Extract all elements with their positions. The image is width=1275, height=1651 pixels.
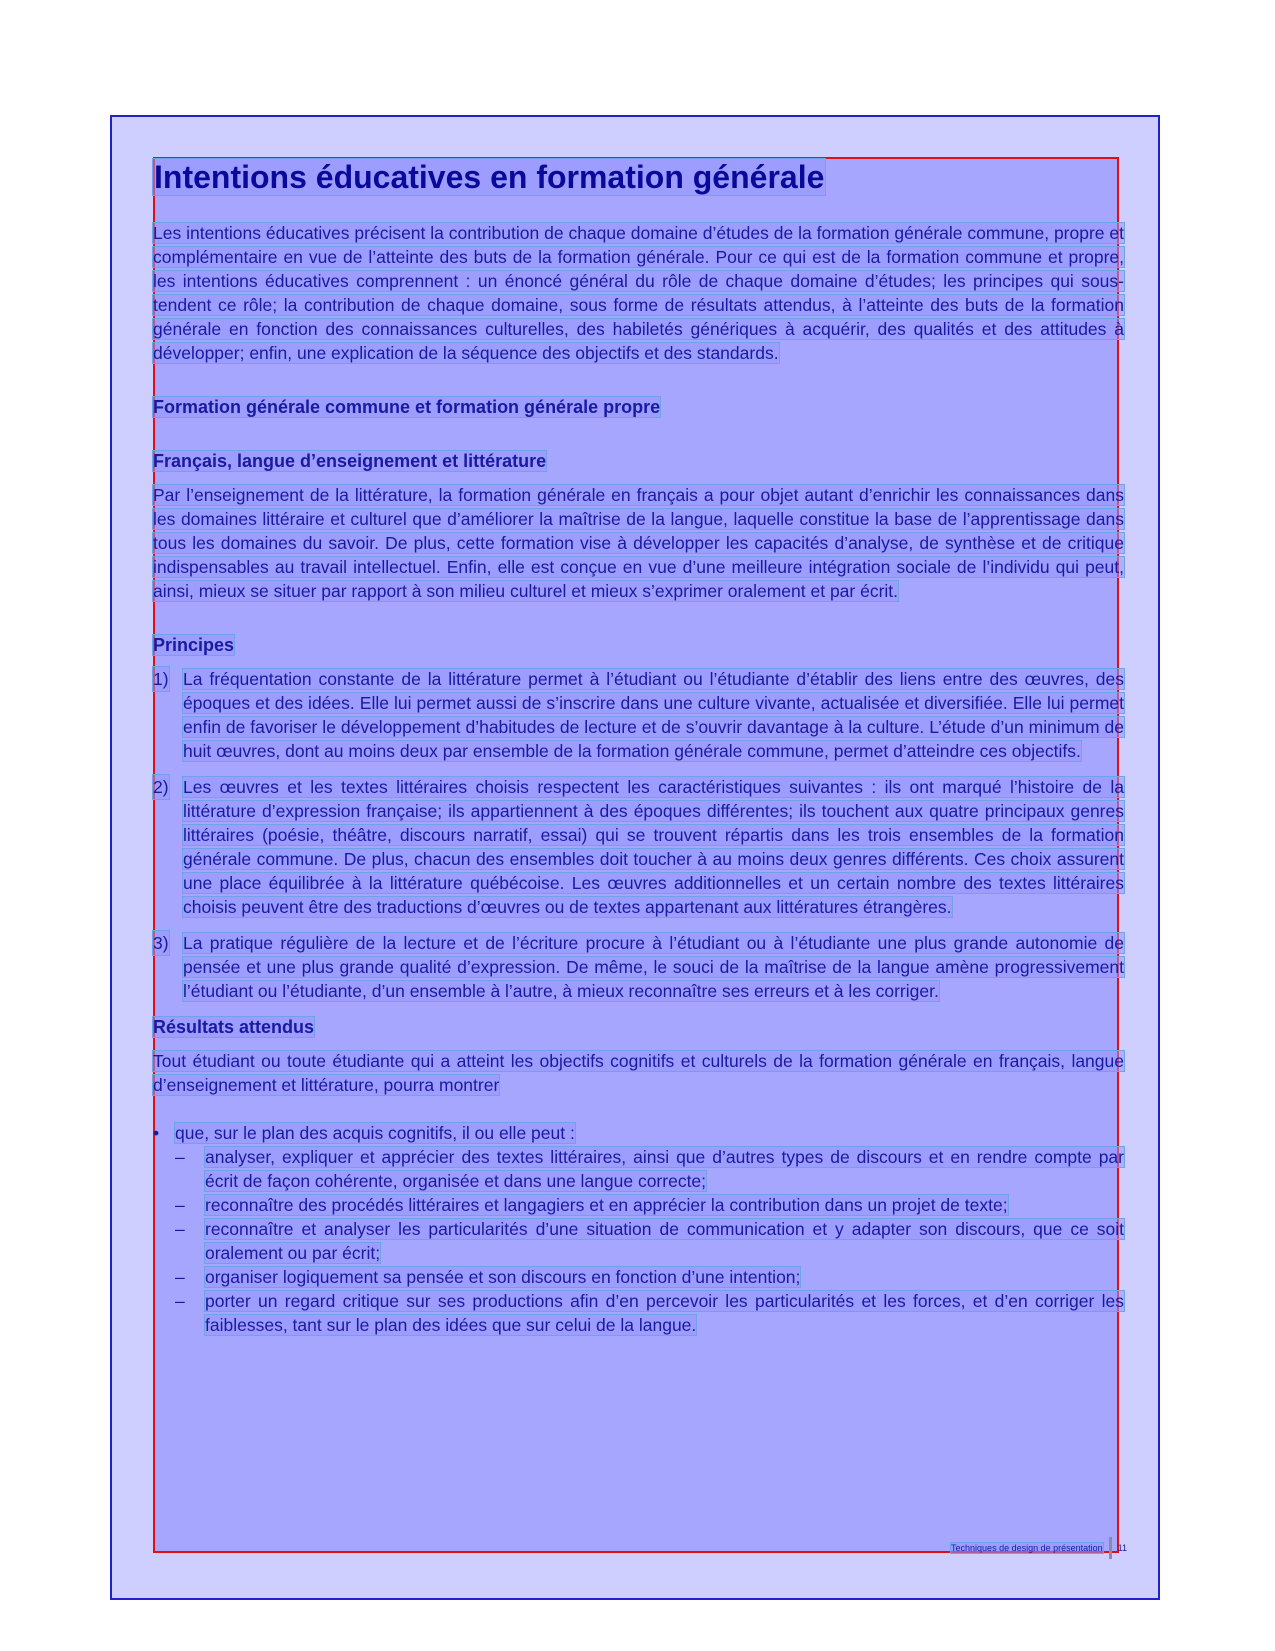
dash-icon: – <box>175 1291 185 1311</box>
results-text: Tout étudiant ou toute étudiante qui a atteint les objectifs cognitifs et culturels de la formation générale en français, langue d’enseignement et littérature, pourra montrer <box>153 1051 1124 1095</box>
principle-text: La pratique régulière de la lecture et de l’écriture procure à l’étudiant ou à l’étudiante une plus grande autonomie de pensée et une plus grande qualité d’expression. De même, le souci de la maîtrise de la langue amène progressivement l’étudiant ou l’étudiante, d’un ensemble à l’autre, à mieux reconnaître ses erreurs et à les corriger. <box>183 933 1124 1001</box>
principle-item <box>153 775 1124 919</box>
principle-text: La fréquentation constante de la littérature permet à l’étudiant ou l’étudiante d’établir des liens entre des œuvres, des époques et des idées. Elle lui permet aussi de s’inscrire dans une culture vivante, actualisée et diversifiée. Elle lui permet enfin de favoriser le développement d’habitudes de lecture et de s’ouvrir davantage à la culture. L’étude d’un minimum de huit œuvres, dont au moins deux par ensemble de la formation générale commune, permet d’atteindre ces objectifs. <box>183 669 1124 761</box>
intro-paragraph <box>153 221 1124 365</box>
dash-text: reconnaître des procédés littéraires et langagiers et en apprécier la contribution dans un projet de texte; <box>205 1195 1008 1215</box>
dash-text: porter un regard critique sur ses productions afin d’en percevoir les particularités et les forces, et d’en corriger les faiblesses, tant sur le plan des idées que sur celui de la langue. <box>205 1291 1124 1335</box>
principle-number: 2) <box>153 777 169 797</box>
section-title <box>153 395 1124 419</box>
bullet-text: que, sur le plan des acquis cognitifs, il ou elle peut : <box>175 1123 575 1143</box>
dash-icon: – <box>175 1267 185 1287</box>
results-title-text: Résultats attendus <box>153 1017 315 1037</box>
page-number: 11 <box>1117 1543 1127 1553</box>
page-title-text: Intentions éducatives en formation générale <box>154 159 825 195</box>
dash-icon: – <box>175 1219 185 1239</box>
principle-number: 1) <box>153 669 169 689</box>
section-title-text: Formation générale commune et formation générale propre <box>153 397 661 417</box>
dash-item <box>153 1193 1124 1217</box>
dash-text: reconnaître et analyser les particularités d’une situation de communication et y adapter son discours, que ce soit oralement ou par écrit; <box>205 1219 1124 1263</box>
results-paragraph <box>153 1049 1124 1097</box>
principles-title <box>153 633 1124 657</box>
dash-item <box>153 1265 1124 1289</box>
footer-divider <box>1109 1537 1112 1559</box>
dash-item <box>153 1145 1124 1193</box>
dash-item <box>153 1289 1124 1337</box>
subsection-text: Par l’enseignement de la littérature, la formation générale en français a pour objet autant d’enrichir les connaissances dans les domaines littéraire et culturel que d’améliorer la maîtrise de la langue, laquelle constitue la base de l’apprentissage dans tous les domaines du savoir. De plus, cette formation vise à développer les capacités d’analyse, de synthèse et de critique indispensables au travail intellectuel. Enfin, elle est conçue en vue d’une meilleure intégration sociale de l’individu qui peut, ainsi, mieux se situer par rapport à son milieu culturel et mieux s’exprimer oralement et par écrit. <box>153 485 1124 601</box>
subsection-title-text: Français, langue d’enseignement et littérature <box>153 451 547 471</box>
subsection-paragraph <box>153 483 1124 603</box>
intro-text: Les intentions éducatives précisent la contribution de chaque domaine d’études de la formation générale commune, propre et complémentaire en vue de l’atteinte des buts de la formation générale. Pour ce qui est de la formation commune et propre, les intentions éducatives comprennent : un énoncé général du rôle de chaque domaine d’études; les principes qui sous-tendent ce rôle; la contribution de chaque domaine, sous forme de résultats attendus, à l’atteinte des buts de la formation générale en fonction des connaissances culturelles, des habiletés génériques à acquérir, des qualités et des attitudes à développer; enfin, une explication de la séquence des objectifs et des standards. <box>153 223 1124 363</box>
bullet-icon: • <box>153 1123 160 1143</box>
dash-icon: – <box>175 1147 185 1167</box>
dash-icon: – <box>175 1195 185 1215</box>
dash-list <box>153 1145 1124 1337</box>
principle-item <box>153 931 1124 1003</box>
dash-text: analyser, expliquer et apprécier des textes littéraires, ainsi que d’autres types de discours et en rendre compte par écrit de façon cohérente, organisée et dans une langue correcte; <box>205 1147 1124 1191</box>
principle-text: Les œuvres et les textes littéraires choisis respectent les caractéristiques suivantes : ils ont marqué l’histoire de la littérature d’expression française; ils appartiennent à des époques différentes; ils touchent aux quatre principaux genres littéraires (poésie, théâtre, discours narratif, essai) qui se trouvent répartis dans les trois ensembles de la formation générale commune. De plus, chacun des ensembles doit toucher à au moins deux genres différents. Ces choix assurent une place équilibrée à la littérature québécoise. Les œuvres additionnelles et un certain nombre des textes littéraires choisis peuvent être des traductions d’œuvres ou de textes appartenant aux littératures étrangères. <box>183 777 1124 917</box>
principle-item <box>153 667 1124 763</box>
principle-number: 3) <box>153 933 169 953</box>
dash-text: organiser logiquement sa pensée et son discours en fonction d’une intention; <box>205 1267 801 1287</box>
bullet-item <box>153 1121 1124 1145</box>
principles-title-text: Principes <box>153 635 235 655</box>
principles-list <box>153 667 1124 1003</box>
subsection-title <box>153 449 1124 473</box>
page-footer <box>951 1537 1127 1559</box>
footer-text: Techniques de design de présentation <box>951 1543 1103 1553</box>
document-body <box>153 157 1124 1337</box>
page-title <box>153 157 1124 197</box>
dash-item <box>153 1217 1124 1265</box>
results-title <box>153 1015 1124 1039</box>
